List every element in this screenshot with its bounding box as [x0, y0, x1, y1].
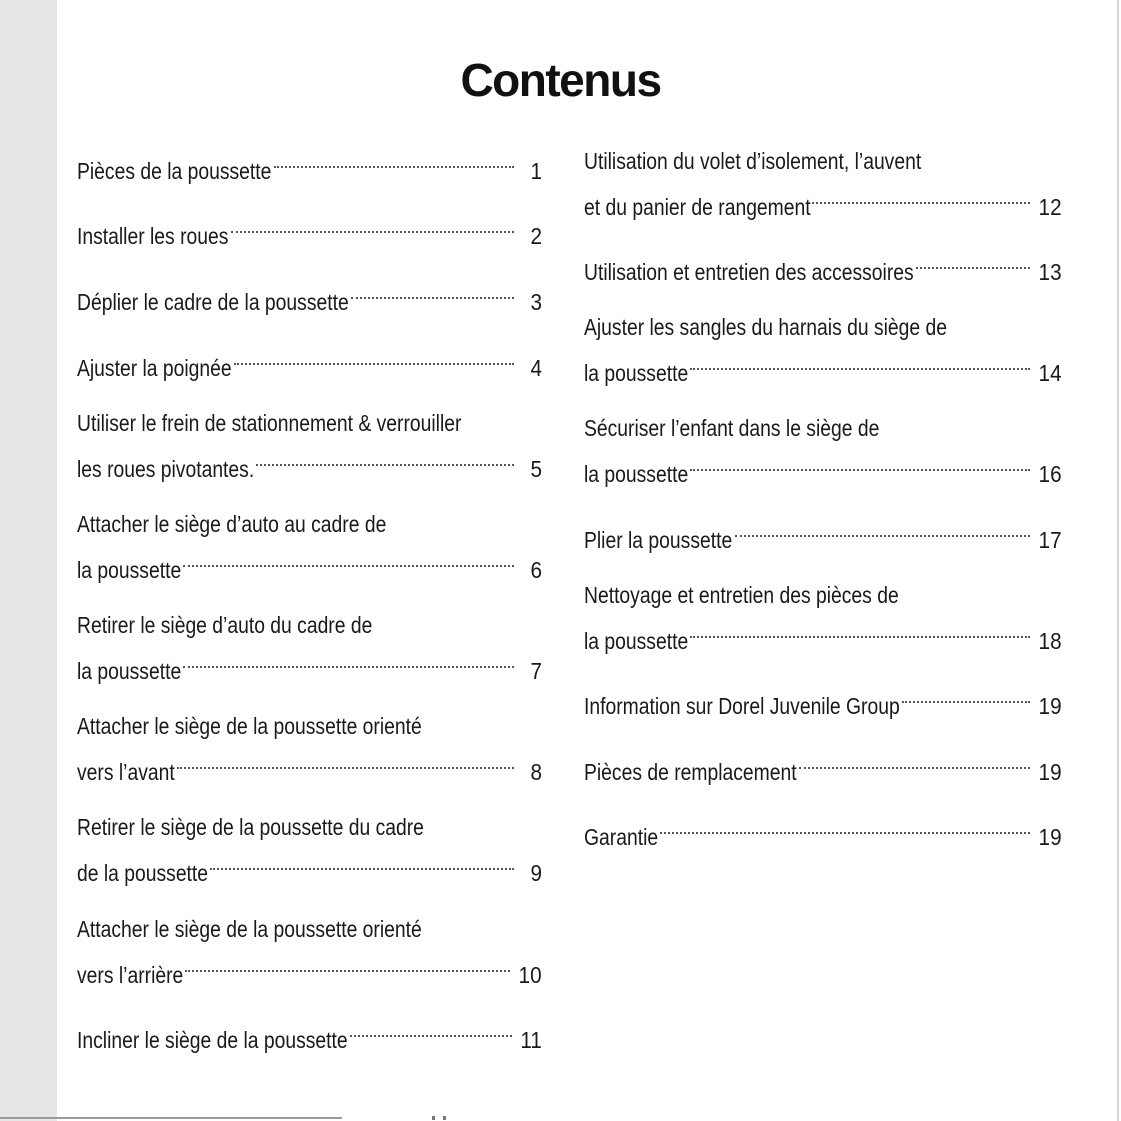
dot-leader	[256, 441, 514, 477]
toc-entry[interactable]	[584, 244, 1062, 290]
dot-leader	[177, 744, 514, 780]
toc-entry[interactable]	[77, 405, 542, 487]
toc-entry[interactable]	[77, 208, 542, 254]
toc-page-number: 8	[530, 759, 542, 785]
toc-entry-title-line: vers l’avant	[77, 759, 175, 785]
toc-page-number: 17	[1038, 527, 1062, 553]
toc-entry-title-line: la poussette	[77, 658, 182, 684]
toc-entry-title-line: et du panier de rangement	[584, 194, 811, 220]
toc-entry-title-line: les roues pivotantes.	[77, 456, 255, 482]
toc-page-number: 10	[518, 962, 542, 988]
toc-entry-title-line: Attacher le siège de la poussette orienté	[77, 916, 422, 942]
toc-entry-title-line: Retirer le siège de la poussette du cadre	[77, 814, 424, 840]
toc-page-number: 7	[530, 658, 542, 684]
toc-entry-title-line: Sécuriser l’enfant dans le siège de	[584, 415, 880, 441]
dot-leader	[660, 809, 1030, 845]
toc-page-number: 4	[530, 355, 542, 381]
dot-leader	[916, 244, 1030, 280]
dot-leader	[799, 744, 1031, 780]
toc-entry[interactable]	[584, 678, 1062, 724]
toc-page-number: 19	[1038, 824, 1062, 850]
toc-entry[interactable]	[77, 1012, 542, 1058]
toc-page-number: 14	[1038, 360, 1062, 386]
toc-entry-title-line: Attacher le siège d’auto au cadre de	[77, 511, 387, 537]
toc-entry-title-line: Ajuster les sangles du harnais du siège de	[584, 314, 948, 340]
toc-entry[interactable]	[584, 143, 1062, 225]
toc-page-number: 2	[530, 223, 542, 249]
toc-page-number: 12	[1038, 194, 1062, 220]
toc-entry-title-line: Ajuster la poignée	[77, 355, 232, 381]
dot-leader	[902, 678, 1031, 714]
dot-leader	[183, 643, 514, 679]
toc-entry-last-line	[584, 512, 1062, 558]
toc-entry-last-line	[77, 1012, 542, 1058]
dot-leader	[351, 274, 514, 310]
toc-entry-title-line: Attacher le siège de la poussette orienté	[77, 713, 422, 739]
toc-entry-last-line	[77, 143, 542, 189]
toc-entry[interactable]	[584, 512, 1062, 558]
dot-leader	[185, 947, 511, 983]
toc-page-number: 3	[530, 289, 542, 315]
toc-entry-last-line	[77, 643, 542, 689]
toc-entry-last-line	[77, 441, 542, 487]
toc-entry-title-line: Déplier le cadre de la poussette	[77, 289, 349, 315]
bottom-tick-mark	[443, 1116, 446, 1120]
toc-page-number: 16	[1038, 461, 1062, 487]
dot-leader	[231, 208, 514, 244]
toc-page-number: 18	[1038, 628, 1062, 654]
toc-entry-last-line	[584, 613, 1062, 659]
toc-entry[interactable]	[77, 607, 542, 689]
toc-entry[interactable]	[584, 410, 1062, 492]
toc-entry-title-line: Utilisation du volet d’isolement, l’auvent	[584, 148, 922, 174]
bottom-tick-mark	[432, 1116, 435, 1120]
page-margin-band	[0, 0, 57, 1121]
toc-entry-last-line	[584, 446, 1062, 492]
toc-entry[interactable]	[77, 143, 542, 189]
toc-page-number: 13	[1038, 259, 1062, 285]
toc-entry-title-line: la poussette	[584, 628, 689, 654]
page-edge	[1117, 0, 1119, 1121]
toc-entry[interactable]	[584, 809, 1062, 855]
toc-entry[interactable]	[77, 274, 542, 320]
toc-entry-last-line	[584, 744, 1062, 790]
toc-entry-title-line: Nettoyage et entretien des pièces de	[584, 582, 899, 608]
toc-entry-last-line	[77, 947, 542, 993]
toc-entry-title-line: Incliner le siège de la poussette	[77, 1027, 348, 1053]
toc-entry-last-line	[77, 542, 542, 588]
toc-entry-title-line: la poussette	[584, 360, 689, 386]
toc-entry[interactable]	[584, 744, 1062, 790]
dot-leader	[690, 446, 1030, 482]
dot-leader	[690, 345, 1030, 381]
toc-entry-last-line	[584, 244, 1062, 290]
dot-leader	[183, 542, 514, 578]
toc-entry-title-line: de la poussette	[77, 860, 209, 886]
toc-entry[interactable]	[77, 506, 542, 588]
dot-leader	[735, 512, 1031, 548]
toc-entry-title-line: Garantie	[584, 824, 659, 850]
page-title: Contenus	[460, 54, 661, 106]
toc-entry[interactable]	[584, 309, 1062, 391]
toc-entry-last-line	[584, 678, 1062, 724]
toc-entry-last-line	[584, 179, 1062, 225]
bottom-rule	[0, 1117, 342, 1119]
toc-page-number: 9	[530, 860, 542, 886]
toc-entry-last-line	[584, 809, 1062, 855]
toc-entry[interactable]	[584, 577, 1062, 659]
toc-entry[interactable]	[77, 911, 542, 993]
dot-leader	[812, 179, 1030, 215]
toc-entry-title-line: Plier la poussette	[584, 527, 733, 553]
dot-leader	[690, 613, 1030, 649]
toc-page-number: 19	[1038, 693, 1062, 719]
dot-leader	[210, 845, 514, 881]
toc-entry-title-line: Information sur Dorel Juvenile Group	[584, 693, 900, 719]
toc-entry-last-line	[77, 744, 542, 790]
toc-page-number: 6	[530, 557, 542, 583]
toc-entry-title-line: la poussette	[584, 461, 689, 487]
dot-leader	[234, 340, 514, 376]
toc-entry-title-line: Pièces de la poussette	[77, 158, 272, 184]
toc-page-number: 1	[530, 158, 542, 184]
toc-entry-title-line: Installer les roues	[77, 223, 229, 249]
toc-entry[interactable]	[77, 708, 542, 790]
toc-entry-last-line	[77, 208, 542, 254]
toc-entry[interactable]	[77, 809, 542, 891]
toc-entry-last-line	[584, 345, 1062, 391]
toc-entry-title-line: vers l’arrière	[77, 962, 184, 988]
toc-page-number: 5	[530, 456, 542, 482]
toc-entry-title-line: la poussette	[77, 557, 182, 583]
toc-entry-title-line: Utiliser le frein de stationnement & verrouiller	[77, 410, 462, 436]
toc-entry-last-line	[77, 845, 542, 891]
toc-page-number: 19	[1038, 759, 1062, 785]
toc-page-number: 11	[520, 1027, 542, 1053]
toc-entry-title-line: Retirer le siège d’auto du cadre de	[77, 612, 373, 638]
dot-leader	[274, 143, 514, 179]
toc-entry-title-line: Pièces de remplacement	[584, 759, 797, 785]
toc-entry[interactable]	[77, 340, 542, 386]
toc-entry-title-line: Utilisation et entretien des accessoires	[584, 259, 914, 285]
toc-entry-last-line	[77, 340, 542, 386]
dot-leader	[350, 1012, 512, 1048]
toc-entry-last-line	[77, 274, 542, 320]
